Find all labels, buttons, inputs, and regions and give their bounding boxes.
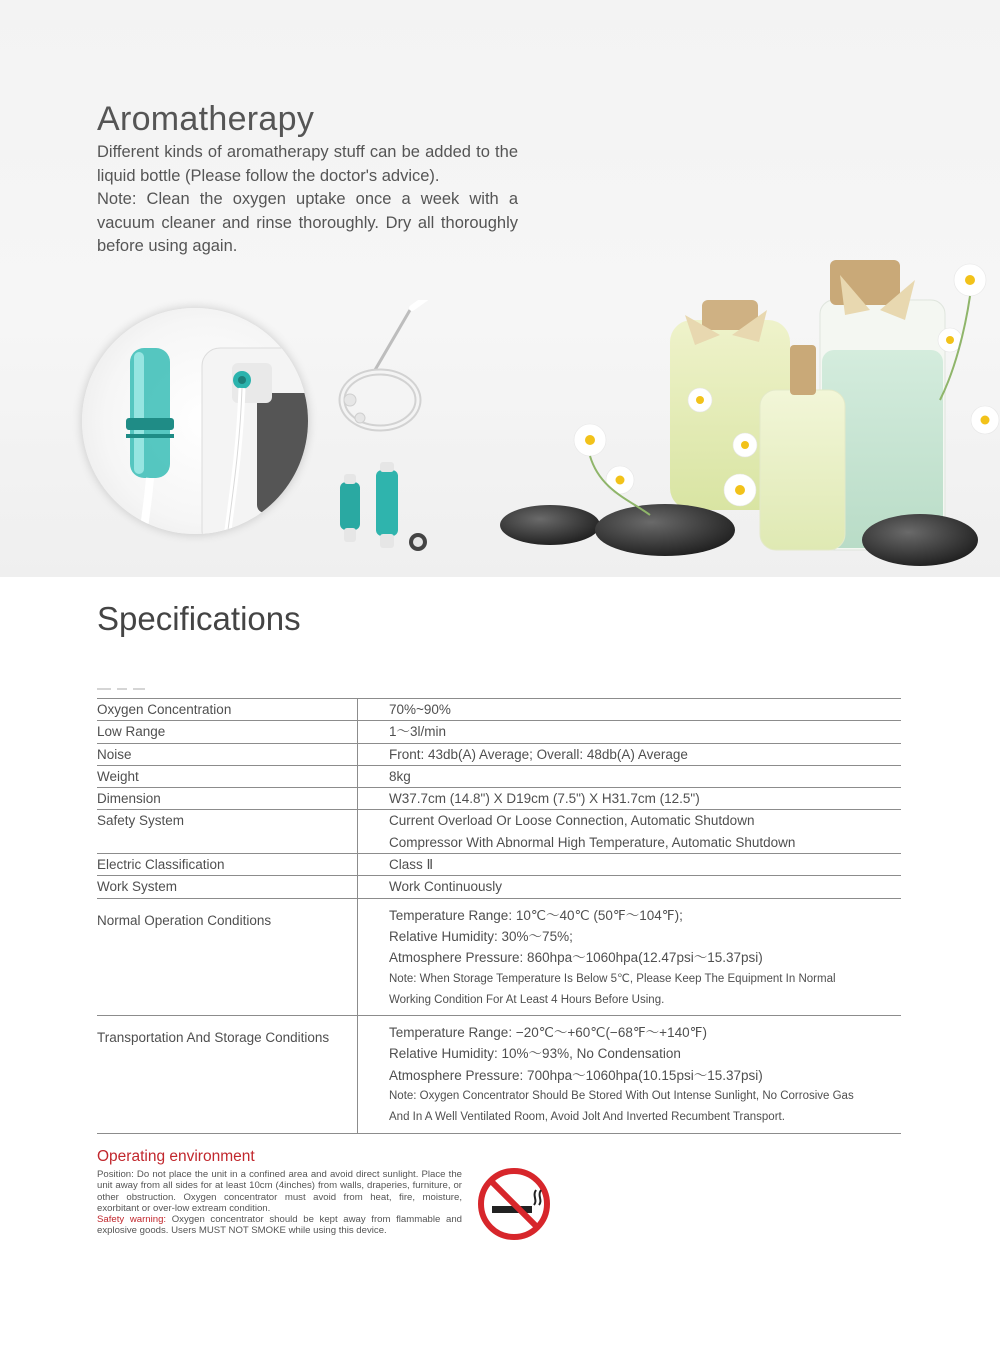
aromatherapy-hero	[0, 0, 1000, 577]
spec-value	[389, 1016, 901, 1132]
spec-note-line: Note: When Storage Temperature Is Below 5℃, Please Keep The Equipment In Normal	[389, 972, 836, 985]
spec-row	[97, 743, 901, 765]
spec-value-line: Atmosphere Pressure: 860hpa～1060hpa(12.47psi～15.37psi)	[389, 950, 763, 966]
spec-value-line: Relative Humidity: 30%～75%;	[389, 928, 573, 944]
decorative-dashes	[97, 688, 159, 694]
spec-value	[389, 788, 901, 809]
filter-cartridges-image	[330, 462, 440, 562]
spec-note-line: Working Condition For At Least 4 Hours Before Using.	[389, 993, 665, 1006]
safety-warning-label: Safety warning:	[97, 1214, 167, 1226]
no-smoking-icon	[478, 1168, 550, 1240]
spec-value-line: W37.7cm (14.8") X D19cm (7.5") X H31.7cm (12.5")	[389, 791, 700, 807]
aromatherapy-note: Note: Clean the oxygen uptake once a week with a vacuum cleaner and rinse thoroughly. Dry all thoroughly before using again.	[97, 190, 518, 255]
spec-value	[389, 766, 901, 787]
spec-row	[97, 809, 901, 853]
humidifier-bottle-closeup-image	[82, 308, 308, 534]
spec-row	[97, 765, 901, 787]
spec-row	[97, 875, 901, 897]
specifications-table	[97, 698, 901, 1134]
spec-label: Normal Operation Conditions	[97, 912, 272, 928]
spec-value	[389, 699, 901, 720]
spec-value	[389, 854, 901, 875]
spec-label: Low Range	[97, 724, 166, 740]
spec-value-line: Compressor With Abnormal High Temperature, Automatic Shutdown	[389, 834, 796, 850]
spec-row	[97, 898, 901, 1015]
operating-environment-text	[97, 1169, 462, 1237]
spec-value-line: Temperature Range: 10℃～40℃ (50℉～104℉);	[389, 907, 683, 923]
aromatherapy-paragraph: Different kinds of aromatherapy stuff can be added to the liquid bottle (Please follow the doctor's advice).	[97, 143, 518, 185]
spec-row	[97, 720, 901, 742]
safety-warning-text: Oxygen concentrator should be kept away from flammable and explosive goods. Users MUST NOT SMOKE while using this device.	[97, 1214, 462, 1237]
spec-row	[97, 698, 901, 720]
spec-value-line: Front: 43db(A) Average; Overall: 48db(A) Average	[389, 746, 688, 762]
spec-value-line: 8kg	[389, 768, 411, 784]
aromatherapy-description	[97, 141, 518, 259]
spec-label: Electric Classification	[97, 857, 225, 873]
spec-value-line: Relative Humidity: 10%～93%, No Condensation	[389, 1046, 681, 1062]
spec-value	[389, 721, 901, 742]
spec-label: Oxygen Concentration	[97, 702, 232, 717]
spec-value	[389, 744, 901, 765]
specifications-title: Specifications	[97, 600, 301, 637]
position-text: Position: Do not place the unit in a confined area and avoid direct sunlight. Place the unit away from all sides for at least 10cm (4inches) from walls, draperies, furniture, or other obstruction. Oxygen concentrator must avoid from heat, fire, moisture, exorbitant or over-low extream condition.	[97, 1169, 462, 1214]
aromatherapy-bottles-image	[470, 240, 1000, 577]
spec-value-line: Current Overload Or Loose Connection, Automatic Shutdown	[389, 813, 755, 829]
table-bottom-rule	[97, 1133, 901, 1134]
spec-value-line: Atmosphere Pressure: 700hpa～1060hpa(10.15psi～15.37psi)	[389, 1067, 763, 1083]
spec-row	[97, 787, 901, 809]
spec-label: Safety System	[97, 813, 185, 829]
spec-value-line: Work Continuously	[389, 879, 503, 895]
spec-row	[97, 1015, 901, 1132]
spec-value-line: Class Ⅱ	[389, 857, 434, 873]
spec-value-line: Temperature Range: −20℃～+60℃(−68℉～+140℉)	[389, 1025, 707, 1041]
operating-environment-title: Operating environment	[97, 1148, 255, 1165]
spec-value-line: 70%~90%	[389, 702, 451, 717]
spec-label: Work System	[97, 879, 178, 895]
nasal-cannula-image	[330, 300, 460, 455]
spec-value	[389, 810, 901, 853]
spec-label: Noise	[97, 746, 132, 762]
spec-note-line: And In A Well Ventilated Room, Avoid Jolt And Inverted Recumbent Transport.	[389, 1111, 785, 1124]
spec-label: Dimension	[97, 791, 161, 807]
spec-note-line: Note: Oxygen Concentrator Should Be Stored With Out Intense Sunlight, No Corrosive Gas	[389, 1090, 854, 1103]
spec-value-line: 1～3l/min	[389, 724, 447, 740]
spec-row	[97, 853, 901, 875]
spec-value	[389, 899, 901, 1015]
spec-label: Weight	[97, 768, 139, 784]
aromatherapy-title: Aromatherapy	[97, 100, 315, 138]
spec-value	[389, 876, 901, 897]
spec-label: Transportation And Storage Conditions	[97, 1030, 330, 1046]
